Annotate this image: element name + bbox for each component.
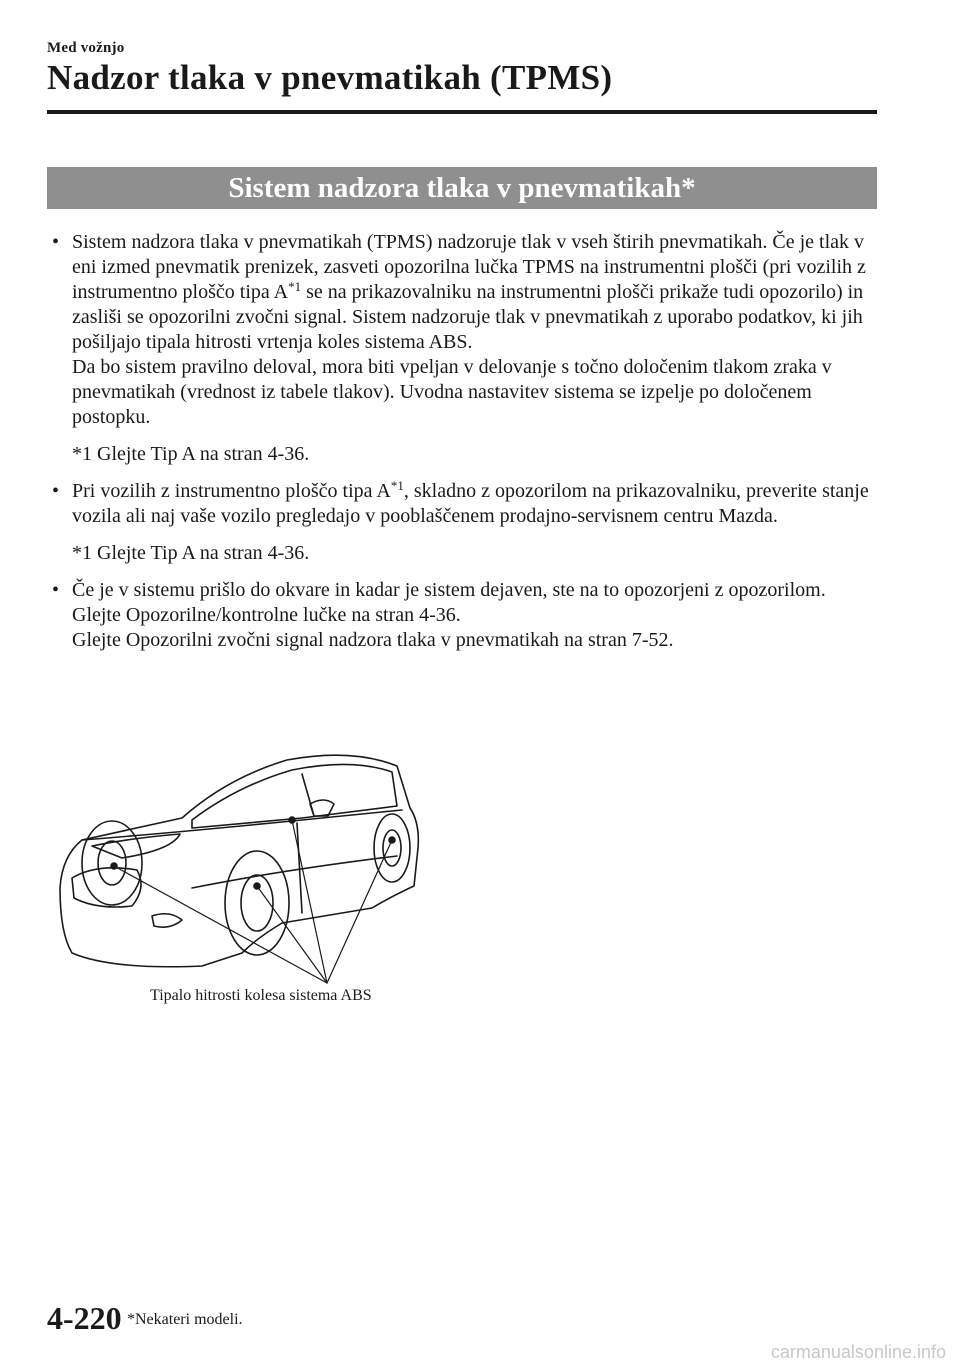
footnote-ref: *1 (390, 478, 404, 493)
bullet-paragraph (72, 230, 880, 355)
bullet-item (50, 578, 880, 653)
body-text (50, 230, 880, 653)
footnote-ref: *1 (288, 279, 302, 294)
section-label: Med vožnjo (47, 40, 125, 56)
bullet-dot: • (52, 480, 60, 502)
rear-wheel (374, 814, 410, 882)
footer-footnote: *Nekateri modeli. (127, 1311, 243, 1328)
fog-light (152, 914, 182, 927)
text-run: , skladno z opozorilom na prikazovalniku, preverite stanje vozila ali naj vaše vozilo pregledajo v pooblaščenem prodajno-servisnem centru Mazda. (72, 480, 869, 527)
bullet-dot: • (52, 579, 60, 601)
side-line (192, 856, 397, 888)
page-title: Nadzor tlaka v pnevmatikah (TPMS) (47, 58, 613, 97)
car-illustration (52, 738, 442, 988)
text-run: Pri vozilih z instrumentno ploščo tipa A (72, 480, 391, 502)
bullet-paragraph (72, 479, 880, 529)
text-run: Sistem nadzora tlaka v pnevmatikah (TPMS) nadzoruje tlak v vseh štirih pnevmatikah. Če je tlak v eni izmed pnevmatik prenizek, zasveti opozorilna lučka TPMS na instrumentni plošči (pri vozilih z instrumentno ploščo tipa A (72, 231, 866, 303)
bullet-paragraph: Glejte Opozorilni zvočni signal nadzora tlaka v pnevmatikah na stran 7-52. (72, 629, 674, 651)
car-beltline (82, 810, 402, 840)
bullet-paragraph: Če je v sistemu prišlo do okvare in kadar je sistem dejaven, ste na to opozorjeni z opozorilom. (72, 579, 826, 601)
section-banner: Sistem nadzora tlaka v pnevmatikah* (47, 167, 877, 209)
bullet-dot: • (52, 231, 60, 253)
door-line (297, 823, 302, 913)
footnote-note: *1 Glejte Tip A na stran 4-36. (72, 542, 310, 564)
bullet-item (50, 230, 880, 467)
leader-lines (114, 820, 392, 983)
figure-caption: Tipalo hitrosti kolesa sistema ABS (150, 987, 372, 1004)
bullet-item (50, 479, 880, 566)
watermark: carmanualsonline.info (770, 1342, 946, 1362)
footnote-note: *1 Glejte Tip A na stran 4-36. (72, 443, 310, 465)
bullet-paragraph: Glejte Opozorilne/kontrolne lučke na stran 4-36. (72, 604, 461, 626)
mirror (310, 800, 334, 816)
title-rule (47, 110, 877, 114)
page-number: 4-220 (47, 1300, 122, 1336)
text-run: se na prikazovalniku na instrumentni plošči prikaže tudi opozorilo) in zasliši se opozorilni zvočni signal. Sistem nadzoruje tlak v pnevmatikah z uporabo podatkov, ki jih pošiljajo tipala hitrosti vrtenja koles sistema ABS. (72, 281, 864, 353)
bullet-paragraph: Da bo sistem pravilno deloval, mora biti vpeljan v delovanje s točno določenim tlakom zraka v pnevmatikah (vrednost iz tabele tlakov). Uvodna nastavitev sistema se izpelje po določenem postopku. (72, 356, 832, 428)
rear-wheel-hub (383, 830, 401, 866)
